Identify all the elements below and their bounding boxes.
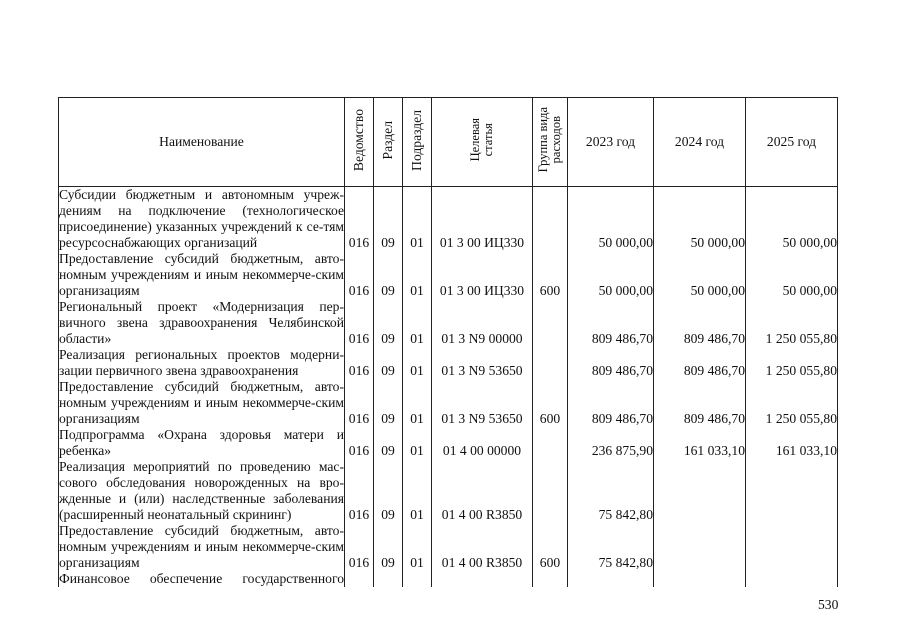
row-target: 01 4 00 00000 [432, 427, 533, 459]
row-section [374, 571, 403, 587]
header-row [59, 98, 838, 187]
row-subsection: 01 [403, 347, 432, 379]
row-group: 600 [533, 251, 568, 299]
header-expense-group: Группа вида расходов [533, 98, 568, 187]
table-row [59, 523, 838, 571]
table-row [59, 427, 838, 459]
row-dept: 016 [345, 347, 374, 379]
row-group [533, 187, 568, 252]
row-2023: 809 486,70 [568, 379, 654, 427]
row-2025 [746, 571, 838, 587]
row-2023 [568, 571, 654, 587]
row-dept: 016 [345, 251, 374, 299]
row-target: 01 4 00 R3850 [432, 523, 533, 571]
row-target: 01 4 00 R3850 [432, 459, 533, 523]
row-name: Финансовое обеспечение государственного [59, 571, 344, 586]
table-row [59, 299, 838, 347]
header-target-article: Целевая статья [432, 98, 533, 187]
row-2025 [746, 523, 838, 571]
row-group [533, 459, 568, 523]
row-2025: 50 000,00 [746, 187, 838, 252]
header-2024: 2024 год [654, 98, 746, 187]
row-name: Региональный проект «Модернизация пер-вичного звена здравоохранения Челябинской области» [59, 299, 344, 346]
row-subsection: 01 [403, 379, 432, 427]
row-2023: 809 486,70 [568, 347, 654, 379]
row-2025: 1 250 055,80 [746, 299, 838, 347]
header-subsection: Подраздел [403, 98, 432, 187]
row-2025: 1 250 055,80 [746, 347, 838, 379]
row-2024 [654, 459, 746, 523]
row-2025 [746, 459, 838, 523]
header-section: Раздел [374, 98, 403, 187]
header-name: Наименование [59, 98, 345, 187]
page-number: 530 [818, 597, 839, 612]
row-name: Субсидии бюджетным и автономным учреж-дениям на подключение (технологическое присоединение) указанных учреждений к се-тям ресурсоснабжающих организаций [59, 187, 344, 250]
row-dept: 016 [345, 459, 374, 523]
row-name: Предоставление субсидий бюджетным, авто-номным учреждениям и иным некоммерче-ским организациям [59, 523, 344, 570]
table-row [59, 187, 838, 252]
row-2024: 809 486,70 [654, 299, 746, 347]
row-dept: 016 [345, 379, 374, 427]
row-section: 09 [374, 347, 403, 379]
row-2024: 50 000,00 [654, 187, 746, 252]
row-dept: 016 [345, 427, 374, 459]
table-row [59, 251, 838, 299]
row-subsection: 01 [403, 251, 432, 299]
header-2025: 2025 год [746, 98, 838, 187]
row-2024 [654, 571, 746, 587]
table-row [59, 347, 838, 379]
row-2023: 50 000,00 [568, 251, 654, 299]
row-name: Подпрограмма «Охрана здоровья матери и ребенка» [59, 427, 344, 458]
row-section: 09 [374, 427, 403, 459]
row-2023: 809 486,70 [568, 299, 654, 347]
row-subsection: 01 [403, 427, 432, 459]
table-row [59, 571, 838, 587]
row-2023: 50 000,00 [568, 187, 654, 252]
row-group [533, 347, 568, 379]
row-2025: 161 033,10 [746, 427, 838, 459]
row-2023: 236 875,90 [568, 427, 654, 459]
row-section: 09 [374, 523, 403, 571]
row-2025: 1 250 055,80 [746, 379, 838, 427]
row-2024: 161 033,10 [654, 427, 746, 459]
row-dept [345, 571, 374, 587]
row-dept: 016 [345, 523, 374, 571]
row-name: Предоставление субсидий бюджетным, авто-номным учреждениям и иным некоммерче-ским организациям [59, 379, 344, 426]
row-2024: 809 486,70 [654, 347, 746, 379]
row-name: Реализация мероприятий по проведению мас-сового обследования новорожденных на вро-жденные и (или) наследственные заболевания (расширенный неонатальный скрининг) [59, 459, 344, 522]
row-target: 01 3 00 ИЦ330 [432, 251, 533, 299]
row-group [533, 427, 568, 459]
row-group [533, 299, 568, 347]
row-section: 09 [374, 251, 403, 299]
row-2024 [654, 523, 746, 571]
row-subsection [403, 571, 432, 587]
row-dept: 016 [345, 299, 374, 347]
row-group [533, 571, 568, 587]
budget-table [58, 97, 838, 587]
row-group: 600 [533, 523, 568, 571]
row-2023: 75 842,80 [568, 523, 654, 571]
row-2025: 50 000,00 [746, 251, 838, 299]
row-subsection: 01 [403, 187, 432, 252]
row-target: 01 3 N9 53650 [432, 379, 533, 427]
row-section: 09 [374, 459, 403, 523]
header-2023: 2023 год [568, 98, 654, 187]
row-section: 09 [374, 299, 403, 347]
row-2024: 809 486,70 [654, 379, 746, 427]
row-2024: 50 000,00 [654, 251, 746, 299]
row-subsection: 01 [403, 459, 432, 523]
row-subsection: 01 [403, 523, 432, 571]
row-target: 01 3 00 ИЦ330 [432, 187, 533, 252]
row-target [432, 571, 533, 587]
row-subsection: 01 [403, 299, 432, 347]
row-section: 09 [374, 379, 403, 427]
table-row [59, 379, 838, 427]
row-dept: 016 [345, 187, 374, 252]
row-target: 01 3 N9 00000 [432, 299, 533, 347]
table-row [59, 459, 838, 523]
row-group: 600 [533, 379, 568, 427]
header-dept: Ведомство [345, 98, 374, 187]
row-target: 01 3 N9 53650 [432, 347, 533, 379]
row-2023: 75 842,80 [568, 459, 654, 523]
row-name: Предоставление субсидий бюджетным, авто-номным учреждениям и иным некоммерче-ским организациям [59, 251, 344, 298]
row-section: 09 [374, 187, 403, 252]
row-name: Реализация региональных проектов модерни-зации первичного звена здравоохранения [59, 347, 344, 378]
